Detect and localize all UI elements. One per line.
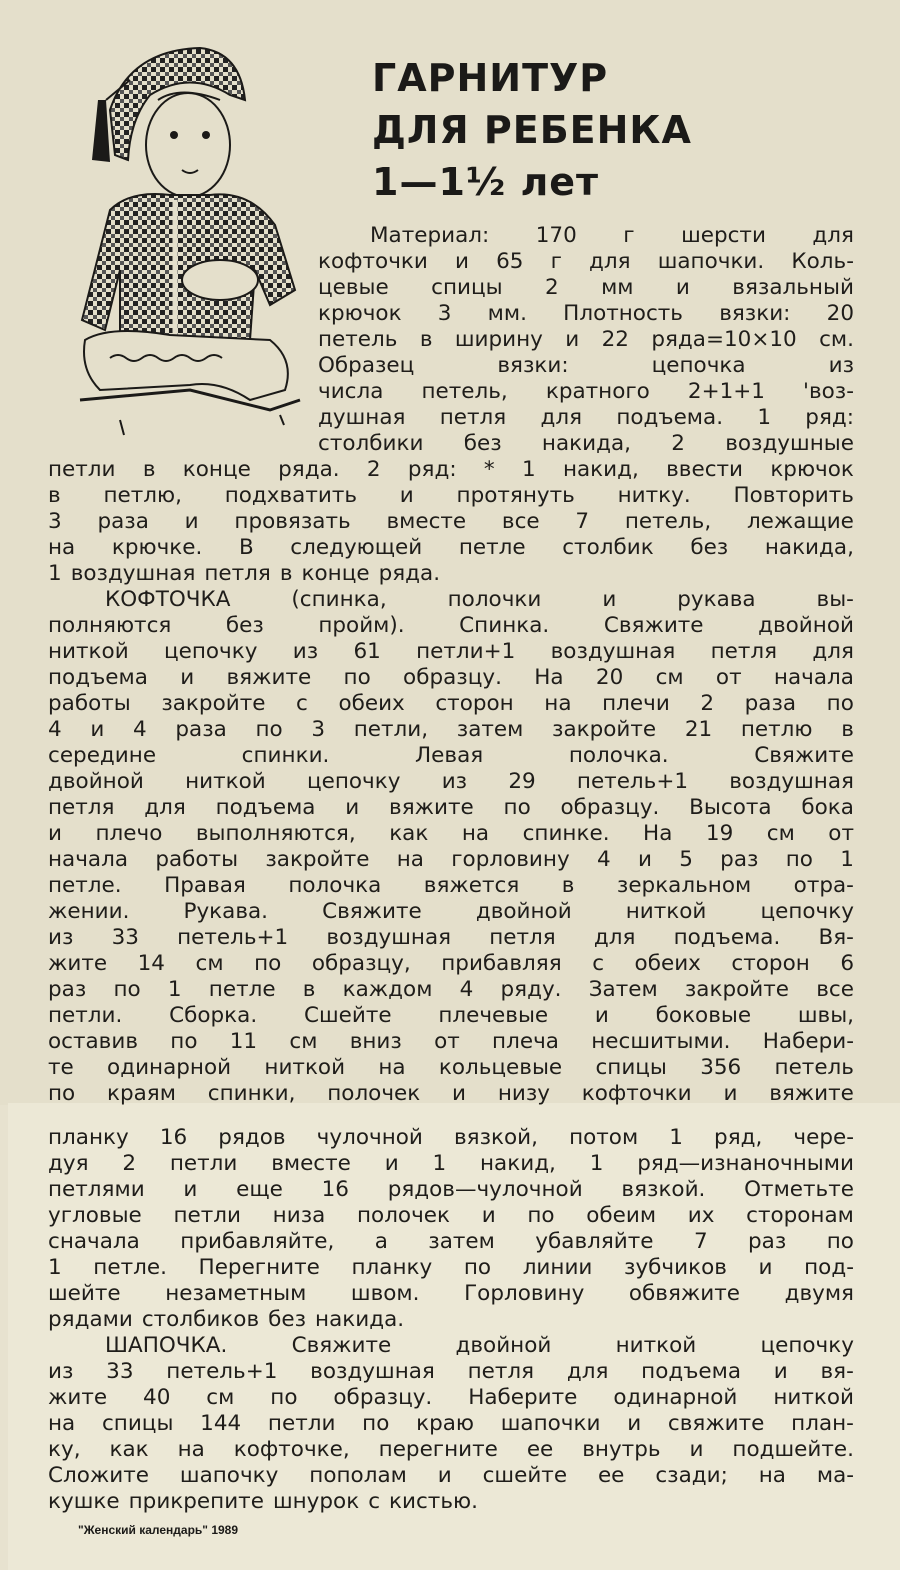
body-line: начала работы закройте на горловину 4 и 5 раз по 1 — [48, 847, 854, 872]
body-line: рядами столбиков без накида. — [48, 1307, 405, 1332]
title-line-3: 1—1½ лет — [372, 160, 600, 204]
body-line: оставив по 11 см вниз от плеча несшитыми. Набери- — [48, 1029, 854, 1054]
body-line: крючок 3 мм. Плотность вязки: 20 — [318, 301, 854, 326]
body-line: петле. Правая полочка вяжется в зеркальном отра- — [48, 873, 854, 898]
child-illustration — [70, 40, 305, 440]
body-line: 1 петле. Перегните планку по линии зубчиков и под- — [48, 1255, 854, 1280]
body-line: кушке прикрепите шнурок с кистью. — [48, 1489, 478, 1514]
body-line: петли в конце ряда. 2 ряд: * 1 накид, ввести крючок — [48, 457, 854, 482]
body-line: на крючке. В следующей петле столбик без накида, — [48, 535, 854, 560]
body-line: ШАПОЧКА. Свяжите двойной ниткой цепочку — [105, 1333, 854, 1358]
body-line: планку 16 рядов чулочной вязкой, потом 1 ряд, чере- — [48, 1125, 854, 1150]
body-line: душная петля для подъема. 1 ряд: — [318, 405, 854, 430]
body-line: петель в ширину и 22 ряда=10×10 см. — [318, 327, 854, 352]
body-line: по краям спинки, полочек и низу кофточки и вяжите — [48, 1081, 854, 1106]
body-line: жите 14 см по образцу, прибавляя с обеих сторон 6 — [48, 951, 854, 976]
body-line: петли. Сборка. Сшейте плечевые и боковые швы, — [48, 1003, 854, 1028]
body-line: числа петель, кратного 2+1+1 'воз- — [318, 379, 854, 404]
body-line: шейте незаметным швом. Горловину обвяжите двумя — [48, 1281, 854, 1306]
body-line: Сложите шапочку пополам и сшейте ее сзади; на ма- — [48, 1463, 854, 1488]
body-line: полняются без пройм). Спинка. Свяжите двойной — [48, 613, 854, 638]
body-line: сначала прибавляйте, а затем убавляйте 7 раз по — [48, 1229, 854, 1254]
title-line-2: ДЛЯ РЕБЕНКА — [372, 108, 692, 152]
body-line: жении. Рукава. Свяжите двойной ниткой цепочку — [48, 899, 854, 924]
body-line: дуя 2 петли вместе и 1 накид, 1 ряд—изнаночными — [48, 1151, 854, 1176]
title-line-1: ГАРНИТУР — [372, 56, 609, 100]
body-line: Образец вязки: цепочка из — [318, 353, 854, 378]
body-line: и плечо выполняются, как на спинке. На 19 см от — [48, 821, 854, 846]
body-line: жите 40 см по образцу. Наберите одинарной ниткой — [48, 1385, 854, 1410]
body-line: цевые спицы 2 мм и вязальный — [318, 275, 854, 300]
body-line: петлями и еще 16 рядов—чулочной вязкой. Отметьте — [48, 1177, 854, 1202]
body-line: раз по 1 петле в каждом 4 ряду. Затем закройте все — [48, 977, 854, 1002]
body-line: работы закройте с обеих сторон на плечи 2 раза по — [48, 691, 854, 716]
body-line: середине спинки. Левая полочка. Свяжите — [48, 743, 854, 768]
body-line: петля для подъема и вяжите по образцу. Высота бока — [48, 795, 854, 820]
body-line: в петлю, подхватить и протянуть нитку. Повторить — [48, 483, 854, 508]
body-line: из 33 петель+1 воздушная петля для подъема. Вя- — [48, 925, 854, 950]
body-line: подъема и вяжите по образцу. На 20 см от начала — [48, 665, 854, 690]
body-line: двойной ниткой цепочку из 29 петель+1 воздушная — [48, 769, 854, 794]
body-line: угловые петли низа полочек и по обеим их сторонам — [48, 1203, 854, 1228]
body-line: ку, как на кофточке, перегните ее внутрь и подшейте. — [48, 1437, 854, 1462]
body-line: 1 воздушная петля в конце ряда. — [48, 561, 441, 586]
body-line: те одинарной ниткой на кольцевые спицы 356 петель — [48, 1055, 854, 1080]
body-line: кофточки и 65 г для шапочки. Коль- — [318, 249, 854, 274]
body-line: Материал: 170 г шерсти для — [370, 223, 854, 248]
body-line: столбики без накида, 2 воздушные — [318, 431, 854, 456]
body-line: 3 раза и провязать вместе все 7 петель, лежащие — [48, 509, 854, 534]
article-title — [372, 52, 692, 208]
body-line: ниткой цепочку из 61 петли+1 воздушная петля для — [48, 639, 854, 664]
source-caption: "Женский календарь" 1989 — [78, 1523, 239, 1537]
body-line: из 33 петель+1 воздушная петля для подъема и вя- — [48, 1359, 854, 1384]
body-line: 4 и 4 раза по 3 петли, затем закройте 21 петлю в — [48, 717, 854, 742]
body-line: на спицы 144 петли по краю шапочки и свяжите план- — [48, 1411, 854, 1436]
body-line: КОФТОЧКА (спинка, полочки и рукава вы- — [105, 587, 854, 612]
